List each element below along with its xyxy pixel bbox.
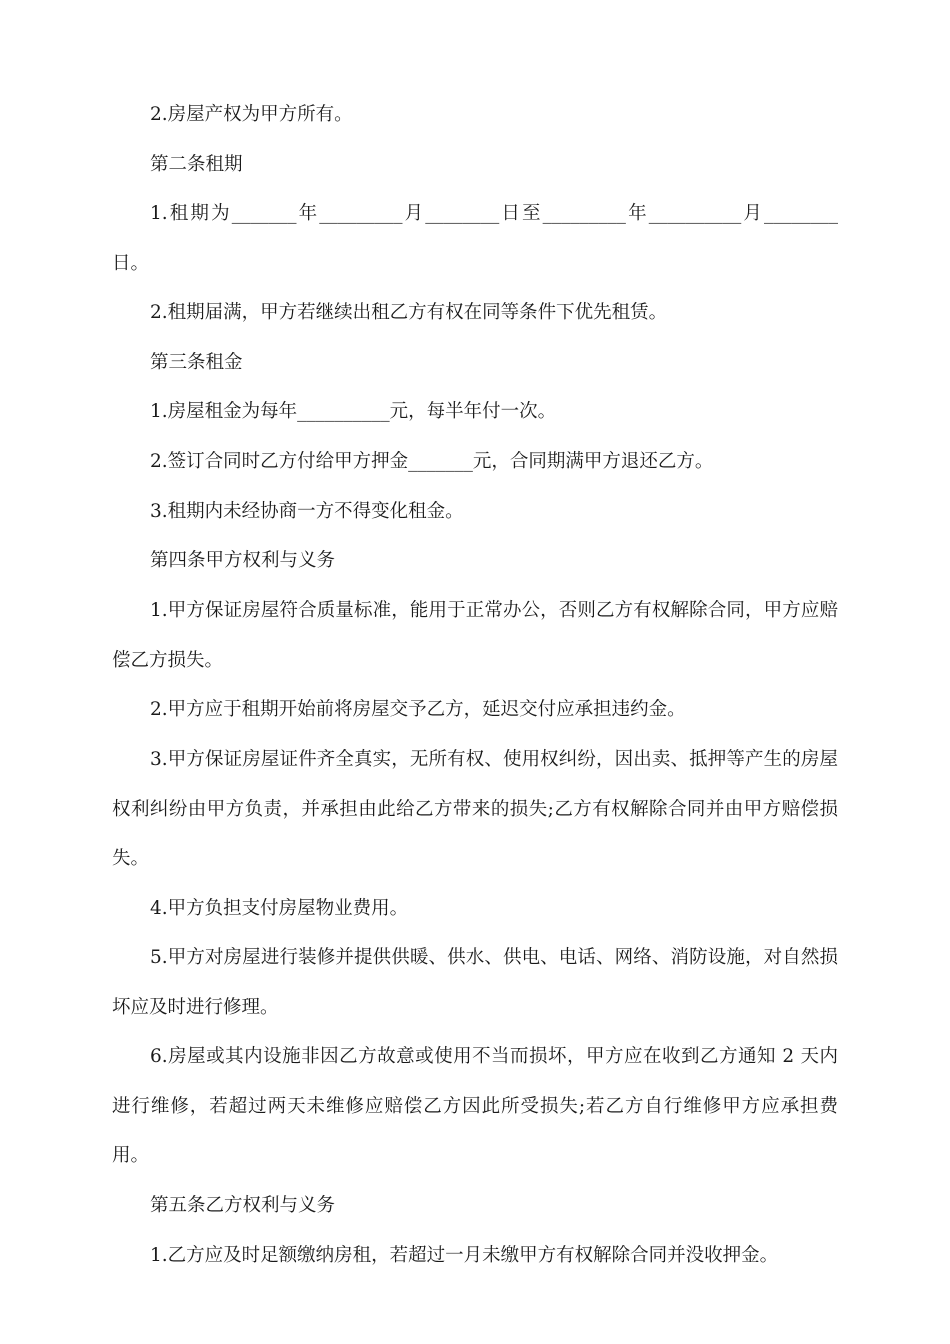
article-4-heading: 第四条甲方权利与义务 [150,550,336,571]
clause-lease-renewal: 2.租期届满，甲方若继续出租乙方有权在同等条件下优先租赁。 [150,302,668,323]
clause-lease-term: 1.租期为_______年_________月________日至_________年__________月________日。 [112,203,838,274]
clause-annual-rent: 1.房屋租金为每年__________元，每半年付一次。 [150,401,557,422]
clause-rent-payment: 1.乙方应及时足额缴纳房租，若超过一月未缴甲方有权解除合同并没收押金。 [150,1245,779,1266]
article-3-heading: 第三条租金 [150,352,243,373]
article-2-heading: 第二条租期 [150,154,243,175]
clause-quality-guarantee: 1.甲方保证房屋符合质量标准，能用于正常办公，否则乙方有权解除合同，甲方应赔偿乙方损失。 [112,600,838,671]
clause-property-fees: 4.甲方负担支付房屋物业费用。 [150,898,409,919]
clause-delivery: 2.甲方应于租期开始前将房屋交予乙方，延迟交付应承担违约金。 [150,699,686,720]
clause-deposit: 2.签订合同时乙方付给甲方押金_______元，合同期满甲方退还乙方。 [150,451,714,472]
clause-renovation-facilities: 5.甲方对房屋进行装修并提供供暖、供水、供电、电话、网络、消防设施，对自然损坏应及时进行修理。 [112,947,838,1018]
clause-title-documents: 3.甲方保证房屋证件齐全真实，无所有权、使用权纠纷，因出卖、抵押等产生的房屋权利纠纷由甲方负责，并承担由此给乙方带来的损失;乙方有权解除合同并由甲方赔偿损失。 [112,749,838,869]
clause-2-ownership: 2.房屋产权为甲方所有。 [150,104,353,125]
clause-repairs: 6.房屋或其内设施非因乙方故意或使用不当而损坏，甲方应在收到乙方通知 2 天内进行维修，若超过两天未维修应赔偿乙方因此所受损失;若乙方自行维修甲方应承担费用。 [112,1046,838,1166]
article-5-heading: 第五条乙方权利与义务 [150,1195,336,1216]
clause-rent-change: 3.租期内未经协商一方不得变化租金。 [150,501,464,522]
